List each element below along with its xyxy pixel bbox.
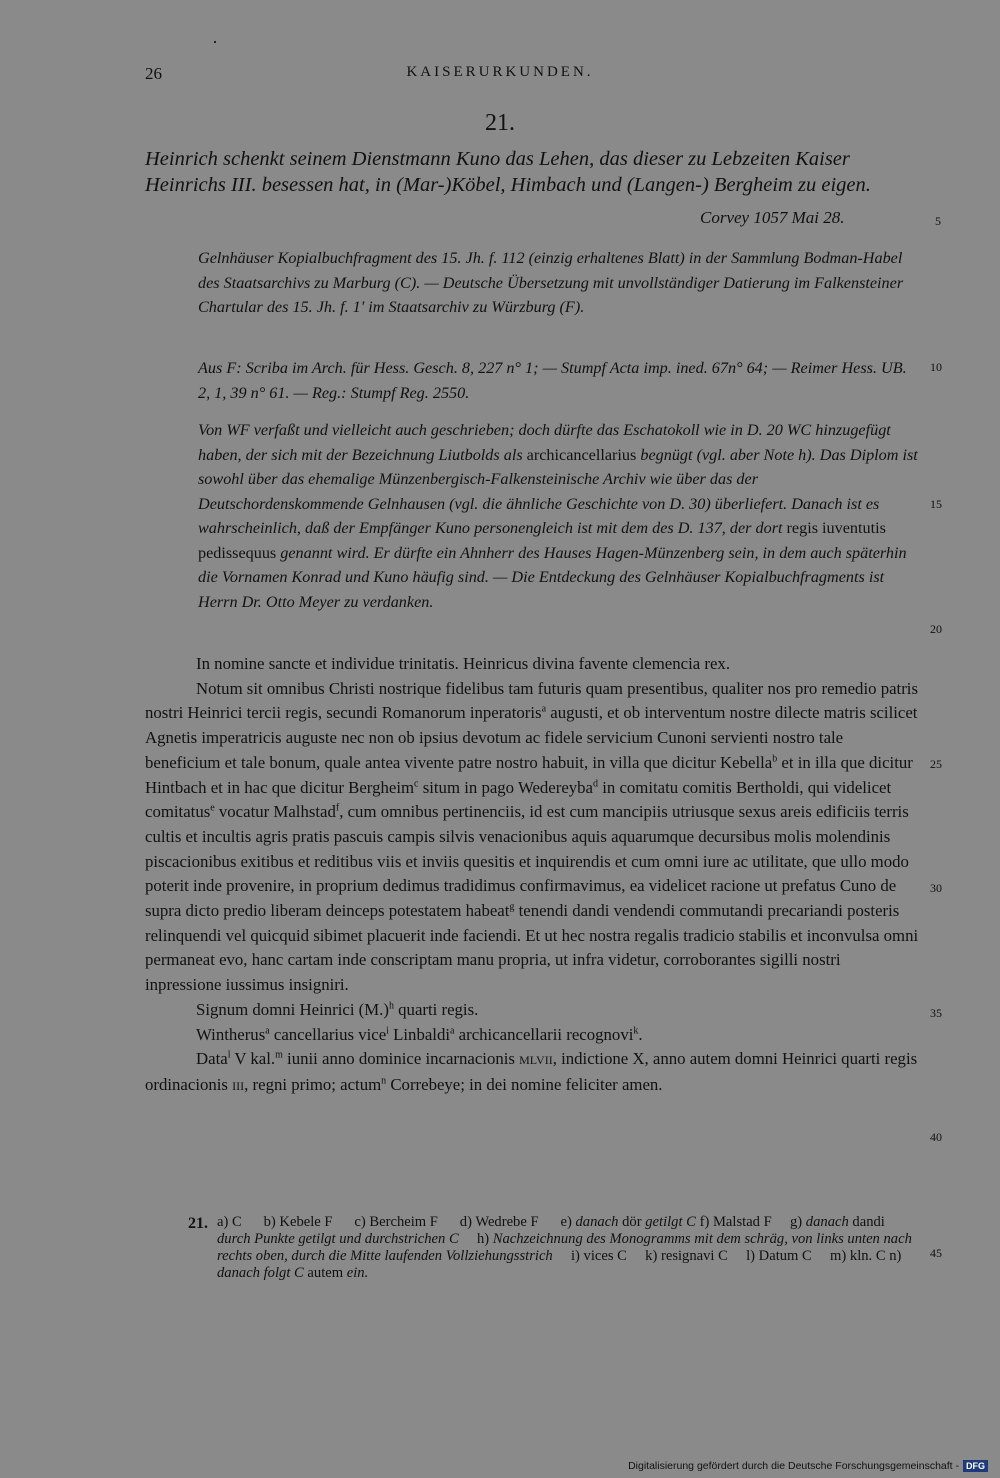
line-number: 5	[935, 214, 941, 228]
page-number: 26	[145, 64, 162, 83]
tradition-note: Gelnhäuser Kopialbuchfragment des 15. Jh. f. 112 (einzig erhaltenes Blatt) in der Sammlung Bodman-Habel des Staatsarchivs zu Marburg (C). — Deutsche Übersetzung mit unvollständiger Datierung im Falkensteiner Chartular des 15. Jh. f. 1' im Staatsarchiv zu Würzburg (F).	[198, 249, 904, 316]
dfg-credit-text: Digitalisierung gefördert durch die Deutsche Forschungsgemeinschaft -	[628, 1460, 959, 1472]
line-number: 35	[930, 1006, 942, 1020]
line-number: 10	[930, 360, 942, 374]
document-number: 21.	[485, 110, 515, 136]
line-number: 30	[930, 881, 942, 895]
charter-body: Notum sit omnibus Christi nostrique fidelibus tam futuris quam presentibus, qualiter nos pro remedio patris nostri Heinrici tercii regis, secundi Romanorum inperatoris$^a$ augusti, et ob interventum nostre dilecte matris scilicet Agnetis imperatricis auguste nec non ob ipsius devotum ac fidele servicium Cunoni servienti nostro tale beneficium et tale bonum, quale antea vivente patre nostro habuit, in villa que dicitur Kebella$^b$ et in illa que dicitur Hintbach et in hac que dicitur Bergheim$^c$ situm in pago Wedereyba$^d$ in comitatu comitis Bertholdi, qui videlicet comitatus$^e$ vocatur Malhstad$^f$, cum omnibus pertinenciis, id est cum mancipiis utriusque sexus areis edificiis terris cultis et incultis agris pratis pascuis campis silvis venacionibus aquis aquarumque decursibus molis molendinis piscacionibus exitibus et reditibus viis et inviis quesitis et inquirendis et cum omni iure ac utilitate, que ullo modo poterit inde provenire, in proprium dedimus tradidimus confirmavimus, ea videlicet racione ut prefatus Cuno de supra dicto predio liberam deinceps potestatem habeat$^g$ tenendi dandi vendendi commutandi precariandi posteris relinquendi vel quicquid sibimet placuerit inde faciendi. Et ut hec nostra regalis tradicio stabilis et inconvulsa omni permaneat evo, hanc cartam inde conscriptam manu propria, ut infra videtur, corroborantes sigilli nostri inpressione iussimus insigniri.	[145, 678, 919, 995]
line-number: 40	[930, 1130, 942, 1144]
signum-line: Signum domni Heinrici $(M.)^h$ quarti regis.	[196, 999, 479, 1019]
invocatio: In nomine sancte et individue trinitatis. Heinricus divina favente clemencia rex.	[196, 654, 731, 673]
regest-datum: Corvey 1057 Mai 28.	[700, 208, 845, 227]
datum-line: Data$^l$ V kal.$^m$ iunii anno dominice incarnacionis MLVII, indictione X, anno autem domni Heinrici quarti regis ordinacionis III, regni primo; actum$^n$ Correbeye; in dei nomine feliciter amen.	[145, 1049, 918, 1094]
line-number: 45	[930, 1246, 942, 1260]
regest: Heinrich schenkt seinem Dienstmann Kuno das Lehen, das dieser zu Lebzeiten Kaiser Heinrichs III. besessen hat, in (Mar-)Köbel, Himbach und (Langen-) Bergheim zu eigen.	[145, 148, 871, 196]
scan-speck	[214, 41, 216, 43]
running-title: KAISERURKUNDEN.	[406, 64, 594, 80]
commentary-note: Von WF verfaßt und vielleicht auch geschrieben; doch dürfte das Eschatokoll wie in D. 20 WC hinzugefügt haben, der sich mit der Bezeichnung Liutbolds als archicancellarius begnügt (vgl. aber Note h). Das Diplom ist sowohl über das ehemalige Münzenbergisch-Falkensteinische Archiv wie über das der Deutschordenskommende Gelnhausen (vgl. die ähnliche Geschichte von D. 30) überliefert. Danach ist es wahrscheinlich, daß der Empfänger Kuno personengleich ist mit dem des D. 137, der dort regis iuventutis pedissequus genannt wird. Er dürfte ein Ahnherr des Hauses Hagen-Münzenberg sein, in dem auch späterhin die Vornamen Konrad und Kuno häufig sind. — Die Entdeckung des Gelnhäuser Kopialbuchfragments ist Herrn Dr. Otto Meyer zu verdanken.	[198, 421, 918, 611]
footnote-document-number: 21.	[188, 1215, 208, 1232]
dfg-credit	[628, 1460, 988, 1472]
dfg-logo-icon: DFG	[963, 1460, 988, 1472]
recognitio-line: Wintherus$^a$ cancellarius vice$^i$ Linbaldi$^a$ archicancellarii recognovi$^k$.	[196, 1024, 643, 1044]
charter-text	[145, 652, 920, 1099]
line-number: 15	[930, 497, 942, 511]
line-number: 20	[930, 622, 942, 636]
line-number: 25	[930, 757, 942, 771]
editions-note: Aus F: Scriba im Arch. für Hess. Gesch. 8, 227 n° 1; — Stumpf Acta imp. ined. 67n° 64; — Reimer Hess. UB. 2, 1, 39 n° 61. — Reg.: Stumpf Reg. 2550.	[198, 359, 907, 402]
footnotes: a) C b) Kebele F c) Bercheim F d) Wedrebe F e) danach dör getilgt C f) Malstad F g) danach dandi durch Punkte getilgt und durchstrichen C h) Nachzeichnung des Monogramms mit dem schräg, von links unten nach rechts oben, durch die Mitte laufenden Vollziehungsstrich i) vices C k) resignavi C l) Datum C m) kln. C n) danach folgt C autem ein.	[217, 1214, 912, 1281]
